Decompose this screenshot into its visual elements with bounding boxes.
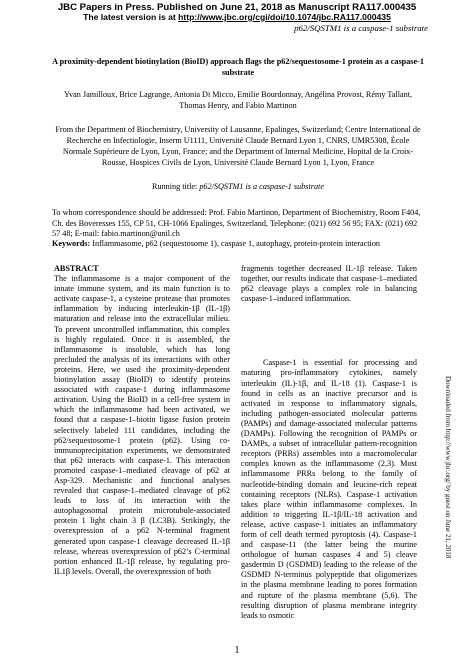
running-title (52, 182, 424, 191)
press-header: JBC Papers in Press. Published on June 21, 2018 as Manuscript RA117.000435 (57, 2, 417, 13)
latest-version-label: The latest version is at (83, 12, 179, 22)
running-title-label: Running title: (152, 182, 200, 191)
abstract-continuation: fragments together decreased IL-1β release. Taken together, our results indicate that caspase-1–mediated p62 cleavage plays a complex role in balancing caspase-1–induced inflammation. (241, 264, 417, 304)
abstract-text: The inflammasome is a major component of the innate immune system, and its main function is to activate caspase-1, a cysteine protease that promotes inflammation by inducing interleukin-1β (IL-1β) maturation and release into the extracellular milieu. To prevent uncontrolled inflammation, this complex is highly regulated. Once it is assembled, the inflammasome is insoluble, which has long precluded the analysis of its interactions with other proteins. Here, we used the proximity-dependent biotinylation assay (BioID) to identify proteins associated with caspase-1 during inflammasome activation. Using the BioID in a cell-free system in which the inflammasome had been activated, we found that a caspase-1–biotin ligase fusion protein selectively labeled 111 candidates, including the p62/sequestosome-1 protein (p62). Using co-immunoprecipitation experiments, we demonstrated that p62 interacts with caspase-1. This interaction promoted caspase-1–mediated cleavage of p62 at Asp-329. Mechanistic and functional analyses revealed that caspase-1–mediated cleavage of p62 leads to loss of its interaction with the autophagosomal protein microtubule-associated protein 1 light chain 3 β (LC3B). Strikingly, the overexpression of a p62 N-terminal fragment generated upon caspase-1 cleavage decreased IL-1β release, whereas overexpression of p62’s C-terminal portion enhanced IL-1β release, by regulating pro-IL1β levels. Overall, the overexpression of both (54, 274, 230, 576)
doi-link[interactable]: http://www.jbc.org/cgi/doi/10.1074/jbc.RA117.000435 (178, 12, 391, 22)
abstract-heading: ABSTRACT (54, 264, 99, 273)
page-number: 1 (234, 645, 240, 656)
author-list: Yvan Jamilloux, Brice Lagrange, Antonia Di Micco, Emilie Bourdonnay, Angélina Provost, Rémy Tallant, Thomas Henry, and Fabio Martinon (63, 90, 413, 110)
right-column (241, 264, 417, 621)
download-side-note (444, 376, 462, 559)
paper-title: A proximity-dependent biotinylation (BioID) approach flags the p62/sequestosome-1 protein as a caspase-1 substrate (52, 57, 424, 77)
running-title-text: p62/SQSTM1 is a caspase-1 substrate (199, 182, 324, 191)
introduction-paragraph: Caspase-1 is essential for processing and maturing pro-inflammatory cytokines, namely interleukin (IL)-1β, and IL-18 (1). Caspase-1 is found in cells as an inactive precursor and is activated in response to inflammatory signals, including pathogen-associated molecular patterns (PAMPs) and damage-associated molecular patterns (DAMPs). Following the recognition of PAMPs or DAMPs, a subset of intracellular pattern-recognition receptors (PRRs) assembles into a macromolecular complex known as the inflammasome (2,3). Most inflammasome PRRs belong to the family of nucleotide-binding domain and leucine-rich repeat containing receptors (NLRs). Caspase-1 activation takes place within inflammasome complexes. In addition to triggering IL-1β/IL-18 activation and release, active caspase-1 initiates an inflammatory form of cell death termed pyroptosis (4). Caspase-1 and caspase-11 (the latter being the murine orthologue of human caspases 4 and 5) cleave gasdermin D (GSDMD) leading to the release of the GSDMD N-terminus polypeptide that oligomerizes in the plasma membrane leading to pores formation and rupture of the plasma membrane (5,6). The resulting disruption of plasma membrane integrity leads to osmotic (241, 358, 417, 620)
affiliations: From the Department of Biochemistry, University of Lausanne, Epalinges, Switzerland; Centre International de Recherche en Infectiologie, Inserm U1111, Université Claude Bernard Lyon 1, CNRS, UMR5308, École Normale Supérieure de Lyon, Lyon, France; and the Department of Internal Medicine, Hopital de la Croix-Rousse, Hospices Civils de Lyon, Université Claude Bernard Lyon 1, Lyon, France (55, 125, 421, 167)
keywords-label: Keywords: (52, 239, 91, 248)
keywords (52, 239, 424, 248)
keywords-text: Inflammasome, p62 (sequestosome 1), caspase 1, autophagy, protein-protein interaction (90, 239, 381, 248)
running-head: p62/SQSTM1 is a caspase-1 substrate (294, 23, 428, 33)
latest-version-line (0, 12, 474, 22)
correspondence: To whom correspondence should be addressed: Prof. Fabio Martinon, Department of Biochemistry, Room F404, Ch. des Boveresses 155, CP 51, CH-1066 Epalinges, Switzerland, Telephone: (021) 692 56 95; FAX: (021) 692 57 48; E-mail: fabio.martinon@unil.ch (52, 208, 421, 238)
download-note-text[interactable]: Downloaded from http://www.jbc.org/ by guest on June 21, 2018 (444, 376, 452, 559)
left-column (54, 264, 230, 577)
